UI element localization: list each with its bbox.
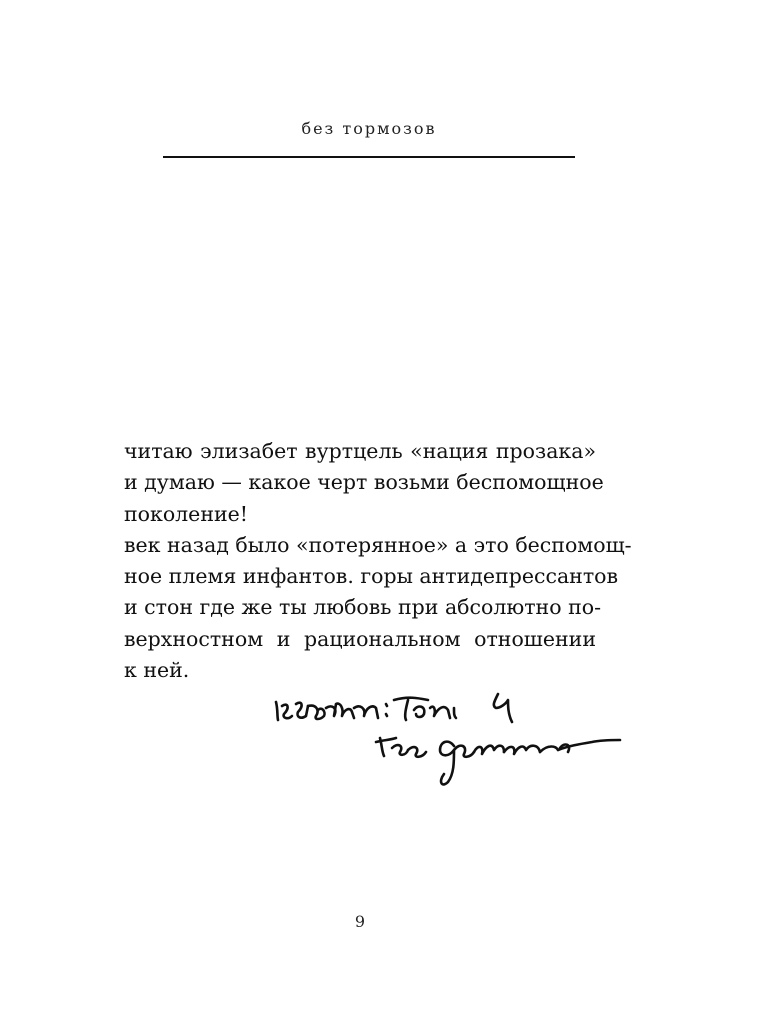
text-line: и думаю — какое черт возьми беспомощное	[124, 470, 604, 495]
text-line: к ней.	[124, 658, 190, 683]
body-text	[124, 436, 632, 686]
text-line: ное племя инфантов. горы антидепрессантов	[124, 564, 619, 589]
running-head: без тормозов	[301, 119, 437, 138]
text-line: и стон где же ты любовь при абсолютно по-	[124, 595, 602, 620]
header-rule	[163, 156, 575, 158]
handwritten-signature	[268, 686, 628, 790]
text-line: верхностном и рациональном отношении	[124, 626, 596, 651]
text-line: поколение!	[124, 501, 249, 526]
text-line: век назад было «потерянное» а это беспомощ-	[124, 532, 632, 557]
page-number: 9	[354, 912, 366, 931]
text-line: читаю элизабет вуртцель «нация прозака»	[124, 439, 596, 463]
